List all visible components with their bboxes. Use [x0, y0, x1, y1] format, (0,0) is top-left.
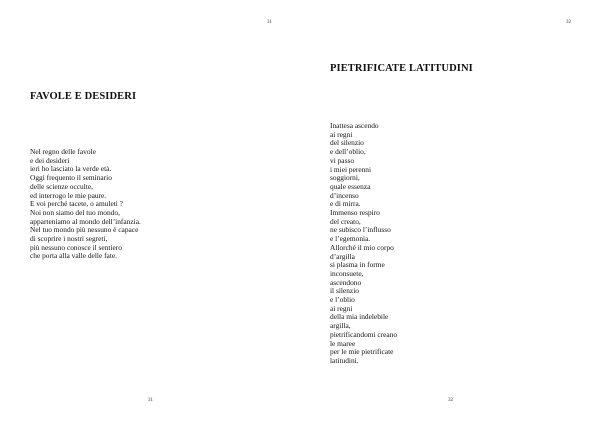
poem-line: d’argilla	[330, 251, 355, 261]
poem-line: delle scienze occulte,	[30, 181, 93, 191]
poem-line: inconsuete,	[330, 268, 364, 278]
poem-line: del creato,	[330, 216, 361, 226]
right-page-number-top: 32	[566, 20, 571, 25]
poem-line: ieri ho lasciato la verde età.	[30, 164, 112, 174]
poem-line: d’incenso	[330, 190, 359, 200]
poem-line: Allorché il mio corpo	[330, 242, 394, 252]
poem-line: che porta alla valle delle fate.	[30, 251, 117, 261]
left-page-number-bottom: 31	[148, 398, 153, 403]
poem-line: le maree	[330, 338, 356, 348]
poem-line: argilla,	[330, 321, 351, 331]
poem-line: Oggi frequento il seminario	[30, 173, 112, 183]
poem-line: quale essenza	[330, 181, 371, 191]
poem-line: Nel tuo mondo più nessuno è capace	[30, 225, 139, 235]
poem-line: soggiorni,	[330, 173, 360, 183]
poem-line: i miei perenni	[330, 164, 372, 174]
poem-line: ascendono	[330, 277, 362, 287]
poem-line: pietrificandomi creano	[330, 329, 398, 339]
poem-line: ai regni	[330, 129, 353, 139]
right-page	[300, 0, 600, 424]
left-poem-body	[30, 148, 141, 261]
right-page-number-bottom: 32	[448, 398, 453, 403]
poem-line: Nel regno delle favole	[30, 147, 96, 156]
right-poem-body	[330, 122, 397, 366]
poem-line: apparteniamo al mondo dell’infanzia.	[30, 216, 141, 226]
poem-line: ed interrogo le mie paure.	[30, 190, 107, 200]
poem-line: ne subisco l’influsso	[330, 225, 391, 235]
poem-line: e l’oblio	[330, 295, 355, 305]
poem-line: e l’egemonia.	[330, 234, 371, 244]
poem-line: e dell’oblio,	[330, 147, 366, 157]
poem-line: più nessuno conosce il sentiero	[30, 242, 122, 252]
poem-line: e dei desideri	[30, 155, 70, 165]
poem-line: Inattesa ascendo	[330, 121, 379, 130]
left-poem-title: FAVOLE E DESIDERI	[30, 91, 137, 102]
poem-line: latitudini.	[330, 355, 359, 365]
poem-line: di scoprire i nostri segreti,	[30, 234, 108, 244]
poem-line: e di mirra.	[330, 199, 361, 209]
left-page-number-top: 31	[267, 20, 272, 25]
poem-line: Immenso respiro	[330, 208, 380, 218]
poem-line: del silenzio	[330, 138, 364, 148]
poem-line: E voi perché tacete, o amuleti ?	[30, 199, 123, 209]
right-poem-title: PIETRIFICATE LATITUDINI	[330, 63, 473, 74]
poem-line: della mia indelebile	[330, 312, 389, 322]
poem-line: vi passo	[330, 155, 355, 165]
poem-line: Noi non siamo del tuo mondo,	[30, 207, 120, 217]
poem-line: si plasma in forme	[330, 260, 385, 270]
poem-line: per le mie pietrificate	[330, 347, 394, 357]
poem-line: ai regni	[330, 303, 353, 313]
poem-line: il silenzio	[330, 286, 359, 296]
